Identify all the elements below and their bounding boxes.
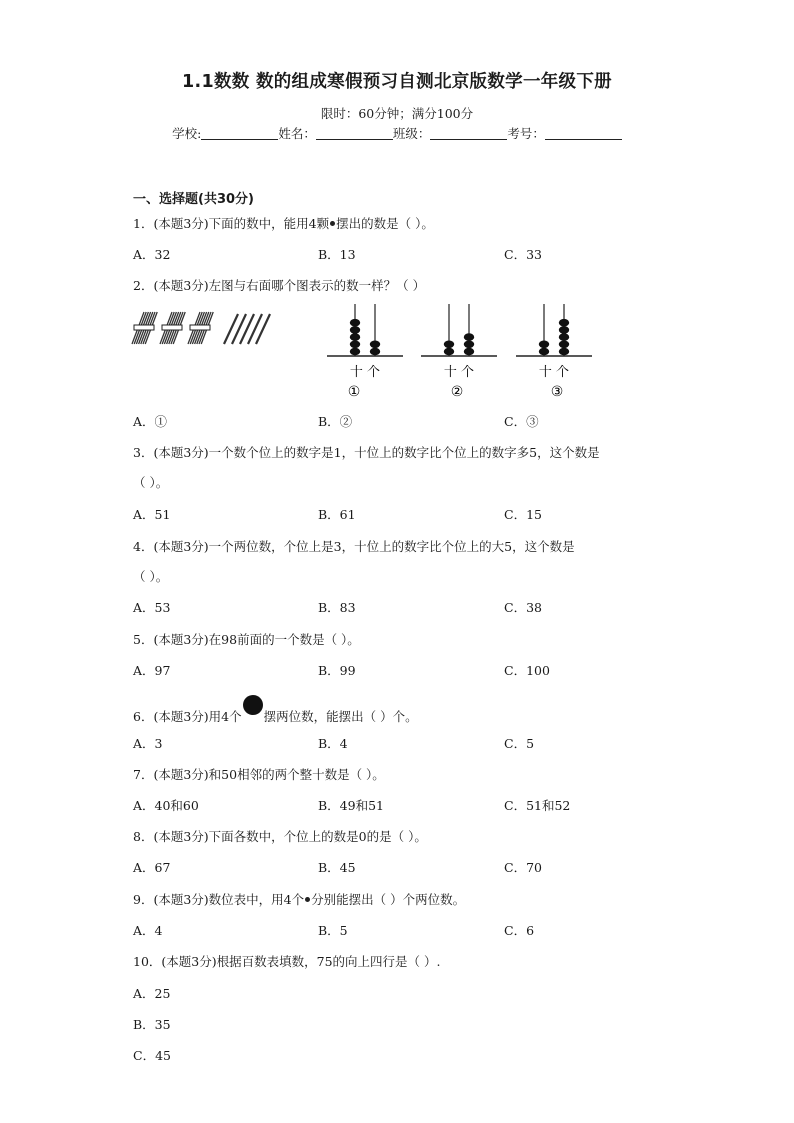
q7-option-b[interactable]: B．49和51: [318, 798, 384, 813]
q5-option-b[interactable]: B．99: [318, 663, 356, 678]
q8-option-a[interactable]: A．67: [133, 860, 171, 875]
school-field[interactable]: [201, 127, 278, 140]
q5-option-c[interactable]: C．100: [504, 663, 550, 678]
abacus-tens-bead: [539, 348, 549, 356]
bundle-tie: [190, 325, 210, 330]
question-7: 7．(本题3分)和50相邻的两个整十数是（ ）。: [133, 767, 385, 782]
q6-option-a[interactable]: A．3: [133, 736, 163, 751]
student-info-line: [0, 124, 794, 142]
q2-option-c[interactable]: C．③: [504, 414, 539, 429]
q2-option-b[interactable]: B．②: [318, 414, 353, 429]
abacus-figures: [320, 300, 610, 404]
abacus-tens-bead: [350, 348, 360, 356]
exam-no-label: 考号：: [507, 126, 545, 141]
q9-option-b[interactable]: B．5: [318, 923, 348, 938]
abacus-1-label: 十 个: [349, 365, 381, 380]
abacus-tens-bead: [350, 333, 360, 341]
q7-option-a[interactable]: A．40和60: [133, 798, 199, 813]
abacus-ones-bead: [464, 333, 474, 341]
single-stick: [256, 314, 270, 344]
q3-option-c[interactable]: C．15: [504, 507, 542, 522]
bundle-tie: [134, 325, 154, 330]
abacus-ones-bead: [464, 348, 474, 356]
q6-option-b[interactable]: B．4: [318, 736, 348, 751]
question-6-text-a: 6．(本题3分)用4个: [133, 709, 242, 724]
stick-bundles-group: [132, 312, 270, 344]
question-3-line-2: （ ）。: [133, 475, 169, 490]
abacus-1-number: ①: [347, 384, 361, 400]
question-6-text-b: 摆两位数，能摆出（ ）个。: [263, 709, 418, 724]
question-5: 5．(本题3分)在98前面的一个数是（ ）。: [133, 632, 360, 647]
abacus-ones-bead: [370, 341, 380, 349]
abacus-2-label: 十 个: [443, 365, 475, 380]
time-limit-line: 限时：60分钟；满分100分: [320, 106, 474, 121]
q8-option-c[interactable]: C．70: [504, 860, 542, 875]
q6-option-c[interactable]: C．5: [504, 736, 535, 751]
abacus-ones-bead: [559, 341, 569, 349]
q1-option-c[interactable]: C．33: [504, 247, 542, 262]
single-stick: [224, 314, 238, 344]
abacus-tens-bead: [539, 341, 549, 349]
abacus-tens-bead: [350, 319, 360, 327]
question-9-text-b: 分别能摆出（ ）个两位数。: [311, 892, 466, 907]
name-field[interactable]: [316, 127, 393, 140]
question-9-text-a: 9．(本题3分)数位表中，用4个: [133, 892, 305, 907]
question-1-text-a: 1．(本题3分)下面的数中，能用4颗: [133, 216, 330, 231]
q1-option-b[interactable]: B．13: [318, 247, 356, 262]
question-1-text-b: 摆出的数是（ ）。: [336, 216, 434, 231]
question-10: 10．(本题3分)根据百数表填数，75的向上四行是（ ）.: [133, 954, 441, 969]
single-stick: [248, 314, 262, 344]
abacus-ones-bead: [370, 348, 380, 356]
question-1: [133, 214, 434, 232]
bundle-tie: [162, 325, 182, 330]
q8-option-b[interactable]: B．45: [318, 860, 356, 875]
question-4-line-1: 4．(本题3分)一个两位数，个位上是3，十位上的数字比个位上的大5，这个数是: [133, 539, 575, 554]
large-bead-icon: [243, 695, 263, 715]
q4-option-b[interactable]: B．83: [318, 600, 356, 615]
q2-option-a[interactable]: A．①: [133, 414, 168, 429]
q1-option-a[interactable]: A．32: [133, 247, 171, 262]
q5-option-a[interactable]: A．97: [133, 663, 171, 678]
abacus-ones-bead: [559, 348, 569, 356]
school-label: 学校:: [172, 126, 202, 141]
abacus-3-number: ③: [550, 384, 564, 400]
class-label: 班级：: [392, 126, 431, 141]
page-title: 1.1数数 数的组成寒假预习自测北京版数学一年级下册: [182, 72, 612, 92]
abacus-3-label: 十 个: [538, 365, 570, 380]
abacus-tens-bead: [350, 341, 360, 349]
question-8: 8．(本题3分)下面各数中，个位上的数是0的是（ ）。: [133, 829, 427, 844]
abacus-ones-bead: [464, 341, 474, 349]
question-9: [133, 890, 465, 908]
question-4-line-2: （ ）。: [133, 569, 169, 584]
class-field[interactable]: [430, 127, 507, 140]
q9-option-a[interactable]: A．4: [133, 923, 163, 938]
abacus-tens-bead: [444, 341, 454, 349]
q4-option-a[interactable]: A．53: [133, 600, 171, 615]
question-6: [133, 703, 418, 725]
abacus-ones-bead: [559, 326, 569, 334]
stick-bundles-figure: [128, 308, 278, 352]
q4-option-c[interactable]: C．38: [504, 600, 542, 615]
q10-option-c[interactable]: C．45: [133, 1048, 171, 1063]
section-heading: 一、选择题(共30分): [133, 192, 254, 207]
name-label: 姓名：: [278, 126, 316, 141]
abacus-ones-bead: [559, 333, 569, 341]
q3-option-b[interactable]: B．61: [318, 507, 356, 522]
q7-option-c[interactable]: C．51和52: [504, 798, 571, 813]
abacus-tens-bead: [444, 348, 454, 356]
single-stick: [232, 314, 246, 344]
exam-no-field[interactable]: [545, 127, 622, 140]
abacus-tens-bead: [350, 326, 360, 334]
abacus-2-number: ②: [450, 384, 464, 400]
q3-option-a[interactable]: A．51: [133, 507, 171, 522]
question-2: 2．(本题3分)左图与右面哪个图表示的数一样？（ ）: [133, 278, 426, 293]
abacus-ones-bead: [559, 319, 569, 327]
abacus-group: [327, 304, 592, 356]
question-3-line-1: 3．(本题3分)一个数个位上的数字是1，十位上的数字比个位上的数字多5，这个数是: [133, 445, 600, 460]
q10-option-b[interactable]: B．35: [133, 1017, 171, 1032]
q9-option-c[interactable]: C．6: [504, 923, 535, 938]
q10-option-a[interactable]: A．25: [133, 986, 171, 1001]
bead-dot-icon: [330, 221, 335, 226]
single-stick: [240, 314, 254, 344]
bead-dot-icon: [305, 897, 310, 902]
